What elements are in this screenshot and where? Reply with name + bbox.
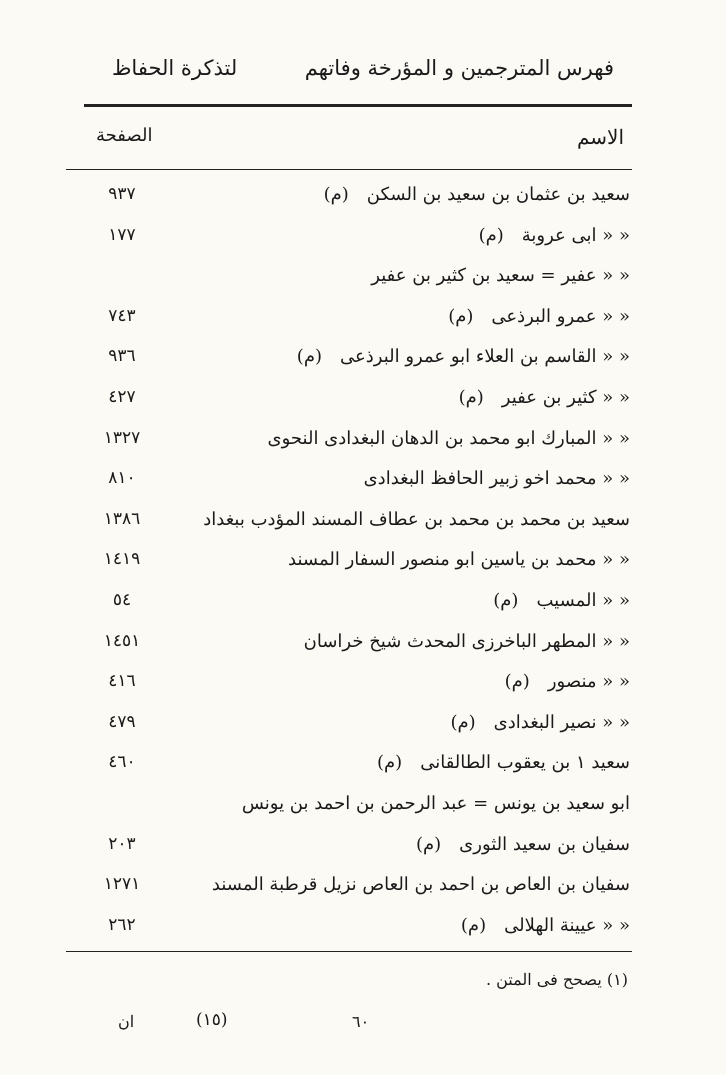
header-left-title: لتذكرة الحفاظ [112, 56, 238, 80]
column-header-name: الاسم [576, 125, 624, 149]
entry-name-text: سفيان بن العاص بن احمد بن العاص نزيل قرطبة المسند [211, 874, 630, 895]
footer-sheet-number: (١٥) [196, 1010, 228, 1030]
entry-page-number: ١٤٥١ [103, 631, 141, 651]
entry-name [160, 265, 630, 286]
index-entry [0, 265, 726, 303]
entry-death-mark: (م) [415, 834, 442, 855]
entry-name [160, 428, 630, 449]
entry-name-text: « « منصور [547, 671, 630, 692]
entry-name [160, 752, 630, 773]
entry-death-mark: (م) [450, 712, 476, 733]
index-entry [0, 712, 726, 750]
entry-name [160, 874, 630, 895]
entry-name [160, 671, 630, 692]
entry-page-number: ٢٠٣ [108, 834, 136, 854]
index-entry [0, 590, 726, 628]
entry-name-text: سعيد بن عثمان بن سعيد بن السكن [366, 184, 630, 205]
entry-name-text: « « عمرو البرذعى [491, 306, 630, 327]
index-entry [0, 428, 726, 466]
index-entry [0, 346, 726, 384]
entry-name [160, 468, 630, 489]
index-entry [0, 752, 726, 790]
entry-page-number: ٥٤ [112, 590, 132, 610]
entry-page-number: ٤٦٠ [108, 752, 136, 772]
index-entry [0, 468, 726, 506]
entry-page-number: ٩٣٦ [108, 346, 136, 366]
entry-name-text: « « القاسم بن العلاء ابو عمرو البرذعى [340, 346, 630, 367]
entry-name-text: « « نصير البغدادى [493, 712, 630, 733]
header-rule [84, 104, 632, 107]
entry-death-mark: (م) [448, 306, 474, 327]
entry-name-text: ابو سعيد بن يونس = عبد الرحمن بن احمد بن يونس [241, 793, 630, 814]
entry-page-number: ١٢٧١ [103, 874, 141, 894]
entry-page-number: ٩٣٧ [108, 184, 136, 204]
footnote: (١) يصحح فى المتن . [485, 970, 628, 989]
entry-name [160, 915, 630, 936]
index-entry [0, 834, 726, 872]
index-entry [0, 225, 726, 263]
entry-name-text: « « كثير بن عفير [501, 387, 630, 408]
entry-death-mark: (م) [493, 590, 519, 611]
entry-page-number: ٧٤٣ [108, 306, 136, 326]
entry-name [160, 834, 630, 855]
entry-name-text: « « ابى عروبة [521, 225, 630, 246]
entry-name [160, 225, 630, 246]
index-entry [0, 915, 726, 953]
entry-name-text: « « محمد اخو زبير الحافظ البغدادى [363, 468, 630, 489]
entry-name-text: سعيد بن محمد بن محمد بن عطاف المسند المؤدب ببغداد [203, 509, 630, 530]
entry-name [160, 590, 630, 611]
entry-name [160, 387, 630, 408]
entry-name [160, 631, 630, 652]
index-entry [0, 387, 726, 425]
entry-page-number: ٤١٦ [108, 671, 136, 691]
entry-death-mark: (م) [323, 184, 349, 205]
entry-page-number: ٢٦٢ [108, 915, 136, 935]
index-entry [0, 631, 726, 669]
index-entry [0, 874, 726, 912]
index-entry [0, 306, 726, 344]
footer-page-number: ٦٠ [352, 1012, 370, 1031]
entry-name [160, 793, 630, 814]
index-entry [0, 671, 726, 709]
index-entry [0, 184, 726, 222]
entry-name-text: « « محمد بن ياسين ابو منصور السفار المسند [288, 549, 630, 570]
entry-name [160, 306, 630, 327]
index-entry [0, 549, 726, 587]
entry-death-mark: (م) [460, 915, 487, 936]
entry-page-number: ١٣٢٧ [103, 428, 141, 448]
entry-page-number: ٤٧٩ [108, 712, 136, 732]
entry-death-mark: (م) [504, 671, 530, 692]
index-entry [0, 793, 726, 831]
entry-name [160, 549, 630, 570]
entry-name-text: « « المبارك ابو محمد بن الدهان البغدادى النحوى [267, 428, 630, 449]
entry-name [160, 712, 630, 733]
entry-death-mark: (م) [296, 346, 322, 367]
entry-death-mark: (م) [377, 752, 403, 773]
entry-name [160, 346, 630, 367]
footer-signature: ان [118, 1012, 135, 1031]
entry-name-text: « « المطهر الباخرزى المحدث شيخ خراسان [303, 631, 630, 652]
entry-page-number: ١٧٧ [108, 225, 136, 245]
index-entry [0, 509, 726, 547]
entry-name-text: سفيان بن سعيد الثورى [459, 834, 630, 855]
entry-name-text: « « عيينة الهلالى [504, 915, 630, 936]
entry-page-number: ١٤١٩ [103, 549, 141, 569]
entry-name [160, 184, 630, 205]
entry-page-number: ٨١٠ [108, 468, 136, 488]
header-right-title: فهرس المترجمين و المؤرخة وفاتهم [304, 56, 614, 80]
column-header-rule [66, 169, 632, 170]
footnote-rule [66, 951, 632, 952]
entry-page-number: ٤٢٧ [108, 387, 136, 407]
entry-name-text: « « عفير = سعيد بن كثير بن عفير [371, 265, 630, 286]
entry-page-number: ١٣٨٦ [103, 509, 141, 529]
entry-name-text: « « المسيب [536, 590, 630, 611]
entry-death-mark: (م) [478, 225, 504, 246]
column-header-page: الصفحة [96, 125, 153, 146]
entry-name-text: سعيد ١ بن يعقوب الطالقانى [420, 752, 630, 773]
entry-name [160, 509, 630, 530]
entry-death-mark: (م) [458, 387, 484, 408]
